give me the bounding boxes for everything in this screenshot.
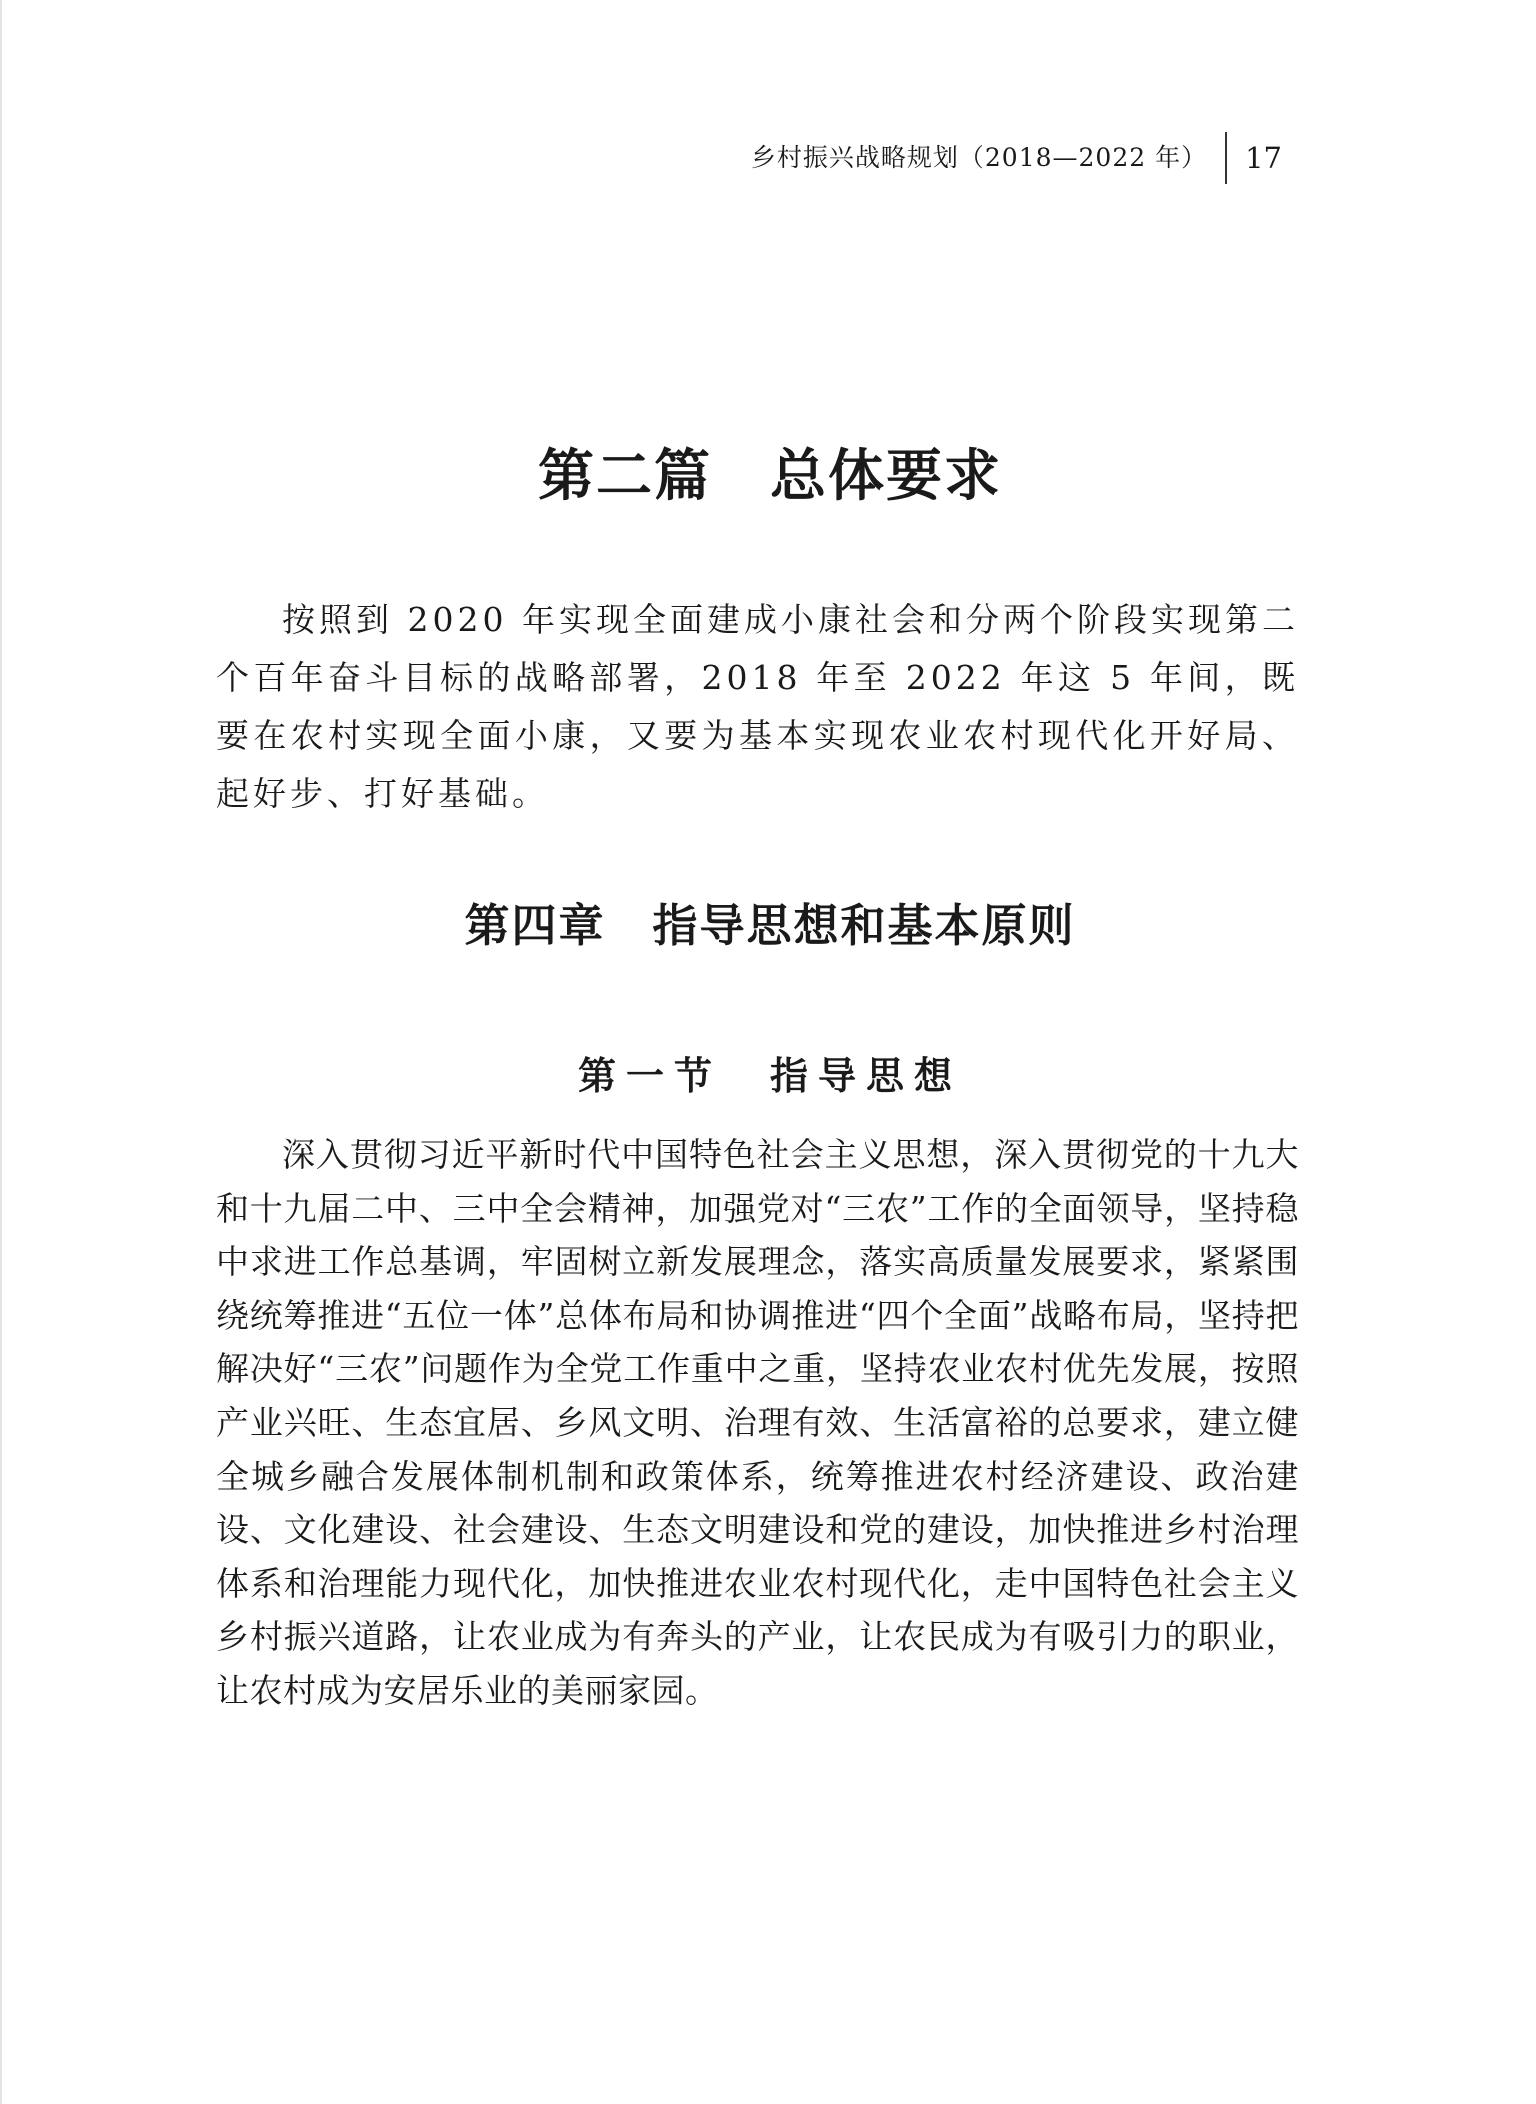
running-title: 乡村振兴战略规划（2018—2022 年） (750, 143, 1208, 172)
running-header (751, 136, 1282, 180)
section-title: 第一节 指导思想 (577, 1053, 962, 1098)
body-paragraph: 深入贯彻习近平新时代中国特色社会主义思想，深入贯彻党的十九大和十九届二中、三中全会精神，加强党对“三农”工作的全面领导，坚持稳中求进工作总基调，牢固树立新发展理念，落实高质量发展要求，紧紧围绕统筹推进“五位一体”总体布局和协调推进“四个全面”战略布局，坚持把解决好“三农”问题作为全党工作重中之重，坚持农业农村优先发展，按照产业兴旺、生态宜居、乡风文明、治理有效、生活富裕的总要求，建立健全城乡融合发展体制机制和政策体系，统筹推进农村经济建设、政治建设、文化建设、社会建设、生态文明建设和党的建设，加快推进乡村治理体系和治理能力现代化，加快推进农业农村现代化，走中国特色社会主义乡村振兴道路，让农业成为有奔头的产业，让农民成为有吸引力的职业，让农村成为安居乐业的美丽家园。 (216, 1135, 1299, 1710)
intro-paragraph: 按照到 2020 年实现全面建成小康社会和分两个阶段实现第二个百年奋斗目标的战略部署，2018 年至 2022 年这 5 年间，既要在农村实现全面小康，又要为基本实现农业农村现代化开好局、起好步、打好基础。 (216, 600, 1299, 813)
chapter-title: 第四章 指导思想和基本原则 (464, 899, 1076, 953)
page-number: 17 (1245, 141, 1282, 175)
part-title: 第二篇 总体要求 (538, 442, 1002, 509)
